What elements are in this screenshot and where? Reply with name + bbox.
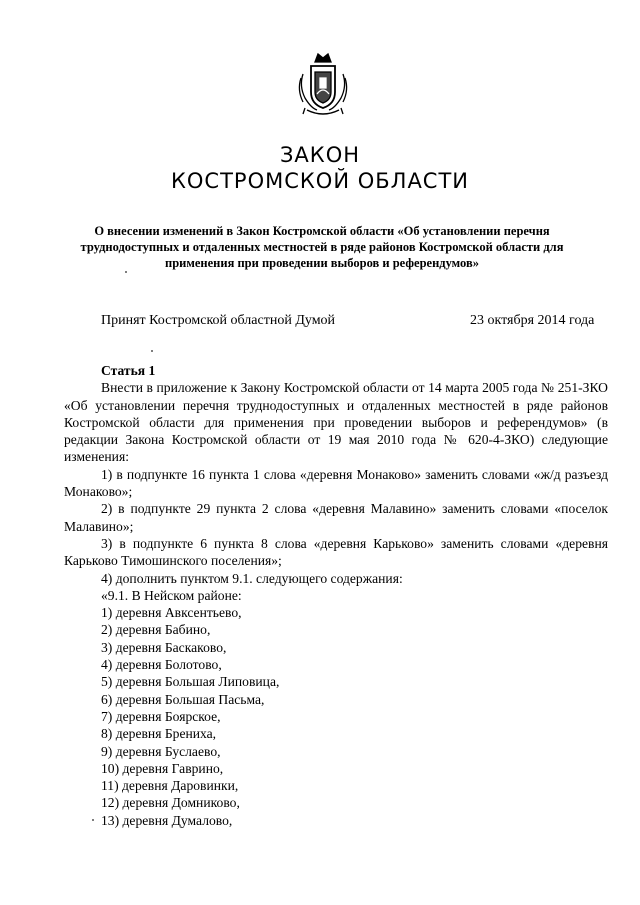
article-heading: Статья 1 — [101, 363, 156, 378]
village-list-item: 8) деревня Брениха, — [101, 726, 217, 742]
village-list-item: 9) деревня Буслаево, — [101, 743, 221, 759]
change-item: 4) дополнить пунктом 9.1. следующего содержания: — [101, 570, 403, 586]
scan-speck — [125, 271, 127, 273]
change-item: 3) в подпункте 6 пункта 8 слова «деревня Карьково» заменить словами «деревня Карьково Тимошинского поселения»; — [64, 535, 608, 569]
scan-speck — [151, 350, 153, 352]
scan-speck — [92, 819, 94, 821]
village-list-item: 13) деревня Думалово, — [101, 812, 233, 828]
village-list-item: 4) деревня Болотово, — [101, 657, 222, 673]
law-subtitle: О внесении изменений в Закон Костромской области «Об установлении перечня труднодоступных и отдаленных местностей в ряде районов Костромской области для применения при проведении выборов и референдумов» — [80, 224, 564, 270]
coat-of-arms-emblem — [293, 48, 353, 118]
law-title — [0, 142, 640, 194]
village-list-item: 11) деревня Даровинки, — [101, 778, 239, 794]
village-list-item: 12) деревня Домниково, — [101, 795, 240, 811]
change-item: «9.1. В Нейском районе: — [101, 587, 242, 603]
article-body — [64, 362, 608, 829]
village-list-item: 6) деревня Большая Пасьма, — [101, 691, 265, 707]
change-item: 2) в подпункте 29 пункта 2 слова «деревня Малавино» заменить словами «поселок Малавино»; — [64, 501, 608, 534]
village-list-item: 10) деревня Гаврино, — [101, 760, 224, 776]
village-list-item: 3) деревня Баскаково, — [101, 639, 227, 655]
village-list-item: 1) деревня Авксентьево, — [101, 605, 242, 621]
adoption-date: 23 октября 2014 года — [470, 313, 595, 328]
adopted-by: Принят Костромской областной Думой — [101, 313, 336, 328]
village-list-item: 2) деревня Бабино, — [101, 622, 211, 638]
law-title-line2: КОСТРОМСКОЙ ОБЛАСТИ — [170, 169, 470, 193]
law-title-line1: ЗАКОН — [279, 143, 361, 167]
change-item: 1) в подпункте 16 пункта 1 слова «деревня Монаково» заменить словами «ж/д разъезд Монаково»; — [64, 466, 608, 500]
article-intro: Внести в приложение к Закону Костромской области от 14 марта 2005 года № 251-ЗКО «Об установлении перечня труднодоступных и отдаленных местностей в ряде районов Костромской области для применения при проведении выборов и референдумов» (в редакции Закона Костромской области от 19 мая 2010 года № 620-4-ЗКО) следующие изменения: — [64, 380, 608, 465]
village-list-item: 7) деревня Боярское, — [101, 708, 221, 724]
village-list-item: 5) деревня Большая Липовица, — [101, 674, 280, 690]
